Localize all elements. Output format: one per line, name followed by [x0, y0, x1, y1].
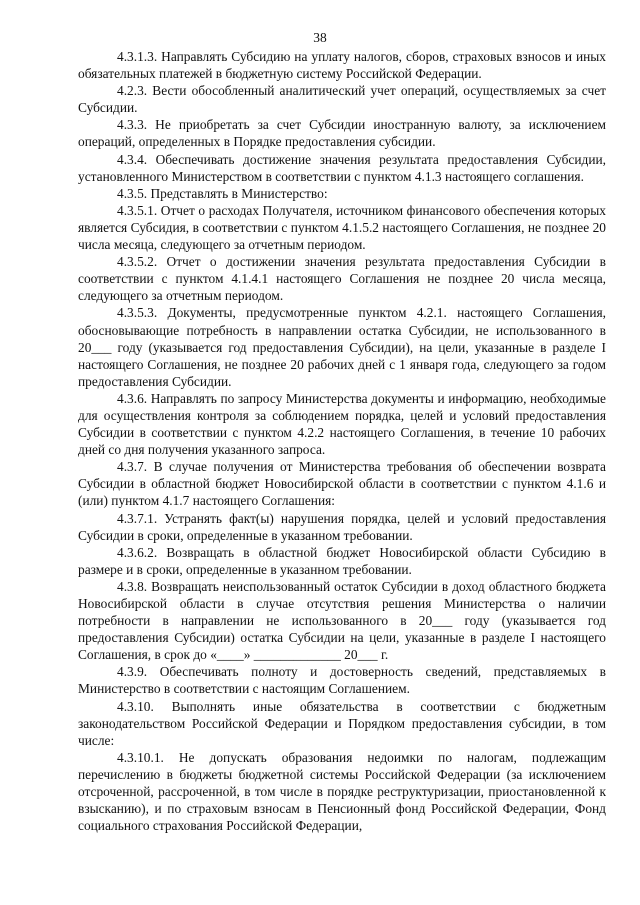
- paragraph: 4.3.8. Возвращать неиспользованный остаток Субсидии в доход областного бюджета Новосибирской области в случае отсутствия решения Министерства о наличии потребности в направлении не использованного в 20___ году (указывается год предоставления Субсидии) остатка Субсидии на цели, указанные в разделе I настоящего Соглашения, в срок до «____» _____________ 20___ г.: [78, 578, 606, 663]
- paragraph: 4.3.4. Обеспечивать достижение значения результата предоставления Субсидии, установленного Министерством в соответствии с пунктом 4.1.3 настоящего соглашения.: [78, 151, 606, 184]
- paragraph: 4.3.7.1. Устранять факт(ы) нарушения порядка, целей и условий предоставления Субсидии в сроки, определенные в указанном требовании.: [78, 510, 606, 543]
- paragraph: 4.3.7. В случае получения от Министерства требования об обеспечении возврата Субсидии в областной бюджет Новосибирской области в соответствии с пунктом 4.1.6 и (или) пунктом 4.1.7 настоящего Соглашения:: [78, 459, 606, 509]
- page-number: 38: [313, 30, 327, 45]
- paragraph: 4.3.1.3. Направлять Субсидию на уплату налогов, сборов, страховых взносов и иных обязательных платежей в бюджетную систему Российской Федерации.: [78, 49, 606, 82]
- paragraph: 4.3.9. Обеспечивать полноту и достоверность сведений, представляемых в Министерство в соответствии с настоящим Соглашением.: [78, 664, 606, 697]
- paragraph: 4.3.3. Не приобретать за счет Субсидии иностранную валюту, за исключением операций, определенных в Порядке предоставления субсидии.: [78, 117, 606, 150]
- paragraph: 4.3.10. Выполнять иные обязательства в соответствии с бюджетным законодательством Российской Федерации и Порядком предоставления субсидии, в том числе:: [78, 698, 606, 748]
- paragraph: 4.2.3. Вести обособленный аналитический учет операций, осуществляемых за счет Субсидии.: [78, 83, 606, 116]
- document-body: [78, 48, 606, 834]
- paragraph: 4.3.5.3. Документы, предусмотренные пунктом 4.2.1. настоящего Соглашения, обосновывающие потребность в направлении остатка Субсидии, не использованного в 20___ году (указывается год предоставления Субсидии), на цели, указанные в разделе I настоящего Соглашения, не позднее 20 рабочих дней с 1 января года, следующего за годом предоставления Субсидии.: [78, 305, 606, 389]
- paragraph: 4.3.5. Представлять в Министерство:: [117, 185, 328, 201]
- paragraph: 4.3.5.2. Отчет о достижении значения результата предоставления Субсидии в соответствии с пунктом 4.1.4.1 настоящего Соглашения не позднее 20 числа месяца, следующего за отчетным периодом.: [78, 254, 606, 304]
- paragraph: 4.3.5.1. Отчет о расходах Получателя, источником финансового обеспечения которых является Субсидия, в соответствии с пунктом 4.1.5.2 настоящего Соглашения, не позднее 20 числа месяца, следующего за отчетным периодом.: [78, 202, 606, 253]
- paragraph: 4.3.6. Направлять по запросу Министерства документы и информацию, необходимые для осуществления контроля за соблюдением порядка, целей и условий предоставления Субсидии в соответствии с пунктом 4.2.2 настоящего Соглашения, в течение 10 рабочих дней со дня получения указанного запроса.: [78, 390, 606, 458]
- paragraph: 4.3.10.1. Не допускать образования недоимки по налогам, подлежащим перечислению в бюджеты бюджетной системы Российской Федерации (за исключением отсроченной, рассроченной, в том числе в порядке реструктуризации, приостановленной к взысканию), и по страховым взносам в Пенсионный фонд Российской Федерации, Фонд социального страхования Российской Федерации,: [78, 749, 606, 834]
- paragraph: 4.3.6.2. Возвращать в областной бюджет Новосибирской области Субсидию в размере и в сроки, определенные в указанном требовании.: [78, 544, 606, 577]
